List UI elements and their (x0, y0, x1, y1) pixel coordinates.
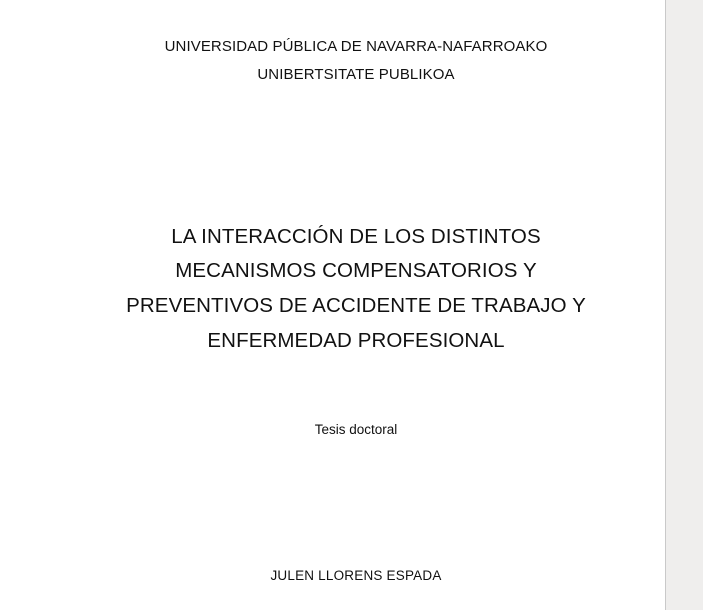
thesis-title-line-2: MECANISMOS COMPENSATORIOS Y (175, 259, 537, 282)
viewer-side-gutter (666, 0, 703, 610)
university-line-1: UNIVERSIDAD PÚBLICA DE NAVARRA-NAFARROAKO (164, 38, 548, 55)
document-type: Tesis doctoral (314, 422, 398, 437)
thesis-title-line-1: LA INTERACCIÓN DE LOS DISTINTOS (171, 225, 541, 248)
thesis-title-line-4: ENFERMEDAD PROFESIONAL (207, 329, 505, 352)
university-line-2: UNIBERTSITATE PUBLIKOA (257, 66, 455, 83)
author-name: JULEN LLORENS ESPADA (270, 568, 442, 583)
thesis-title-line-3: PREVENTIVOS DE ACCIDENTE DE TRABAJO Y (126, 294, 586, 317)
